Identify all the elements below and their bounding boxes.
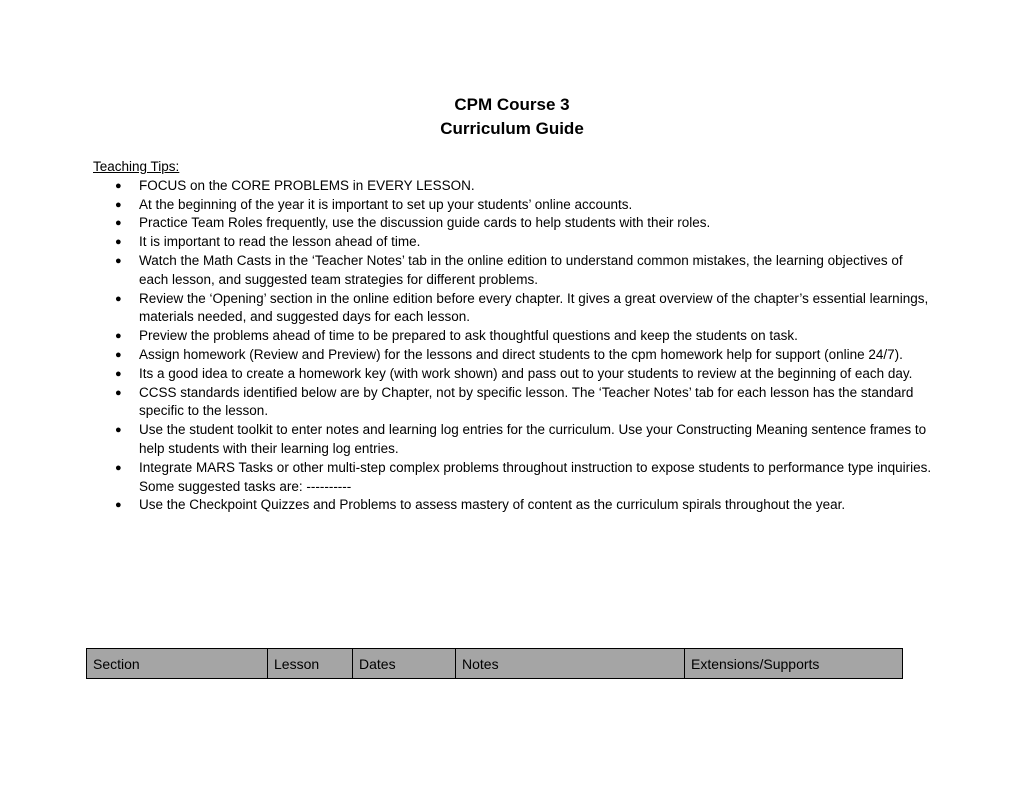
document-title-block [0,93,1024,141]
tip-text: Its a good idea to create a homework key (with work shown) and pass out to your students to review at the beginning of each day. [139,365,913,381]
tip-text: Use the Checkpoint Quizzes and Problems to assess mastery of content as the curriculum spirals throughout the year. [139,497,846,513]
tip-text: Review the ‘Opening’ section in the online edition before every chapter. It gives a great overview of the chapter’s essential learnings, materials needed, and suggested days for each lesson. [139,290,929,325]
tip-text: Practice Team Roles frequently, use the discussion guide cards to help students with their roles. [139,215,711,231]
column-header-extensions-supports: Extensions/Supports [685,649,903,679]
tip-item [93,214,933,233]
tip-text: It is important to read the lesson ahead of time. [139,234,421,250]
tip-text: FOCUS on the CORE PROBLEMS in EVERY LESSON. [139,177,475,193]
bullet-icon: ● [115,499,122,512]
tip-text: Integrate MARS Tasks or other multi-step complex problems throughout instruction to expose students to performance type inquiries. Some suggested tasks are: ---------- [139,459,932,494]
teaching-tips-section [93,158,933,515]
bullet-icon: ● [115,254,122,267]
document-title: CPM Course 3 [454,95,570,114]
bullet-icon: ● [115,330,122,343]
column-header-notes: Notes [456,649,685,679]
tip-text: Use the student toolkit to enter notes and learning log entries for the curriculum. Use your Constructing Meaning sentence frames to help students with their learning log entries. [139,422,927,456]
column-header-section: Section [87,649,268,679]
bullet-icon: ● [115,424,122,437]
tip-item [93,290,933,328]
tip-item [93,459,933,497]
curriculum-table [86,648,903,679]
tip-item [93,421,933,459]
tip-item [93,177,933,196]
bullet-icon: ● [115,461,122,474]
bullet-icon: ● [115,292,122,305]
tip-item [93,496,933,515]
teaching-tips-heading: Teaching Tips: [93,159,180,174]
tip-text: At the beginning of the year it is important to set up your students’ online accounts. [139,196,633,212]
tip-item [93,384,933,422]
tip-item [93,365,933,384]
column-header-dates: Dates [353,649,456,679]
tip-item [93,346,933,365]
bullet-icon: ● [115,367,122,380]
bullet-icon: ● [115,217,122,230]
teaching-tips-list [93,177,933,515]
column-header-lesson: Lesson [268,649,353,679]
bullet-icon: ● [115,179,122,192]
tip-item [93,252,933,290]
tip-text: CCSS standards identified below are by Chapter, not by specific lesson. The ‘Teacher Notes’ tab for each lesson has the standard specific to the lesson. [139,384,914,419]
tip-text: Preview the problems ahead of time to be prepared to ask thoughtful questions and keep the students on task. [139,328,798,344]
bullet-icon: ● [115,236,122,249]
tip-text: Assign homework (Review and Preview) for the lessons and direct students to the cpm homework help for support (online 24/7). [139,346,903,362]
tip-item [93,233,933,252]
tip-item [93,196,933,215]
bullet-icon: ● [115,386,122,399]
tip-text: Watch the Math Casts in the ‘Teacher Notes’ tab in the online edition to understand common mistakes, the learning objectives of each lesson, and suggested team strategies for different problems. [139,252,903,287]
table-header-row [87,649,903,679]
document-subtitle: Curriculum Guide [440,119,584,138]
tip-item [93,327,933,346]
bullet-icon: ● [115,348,122,361]
bullet-icon: ● [115,198,122,211]
